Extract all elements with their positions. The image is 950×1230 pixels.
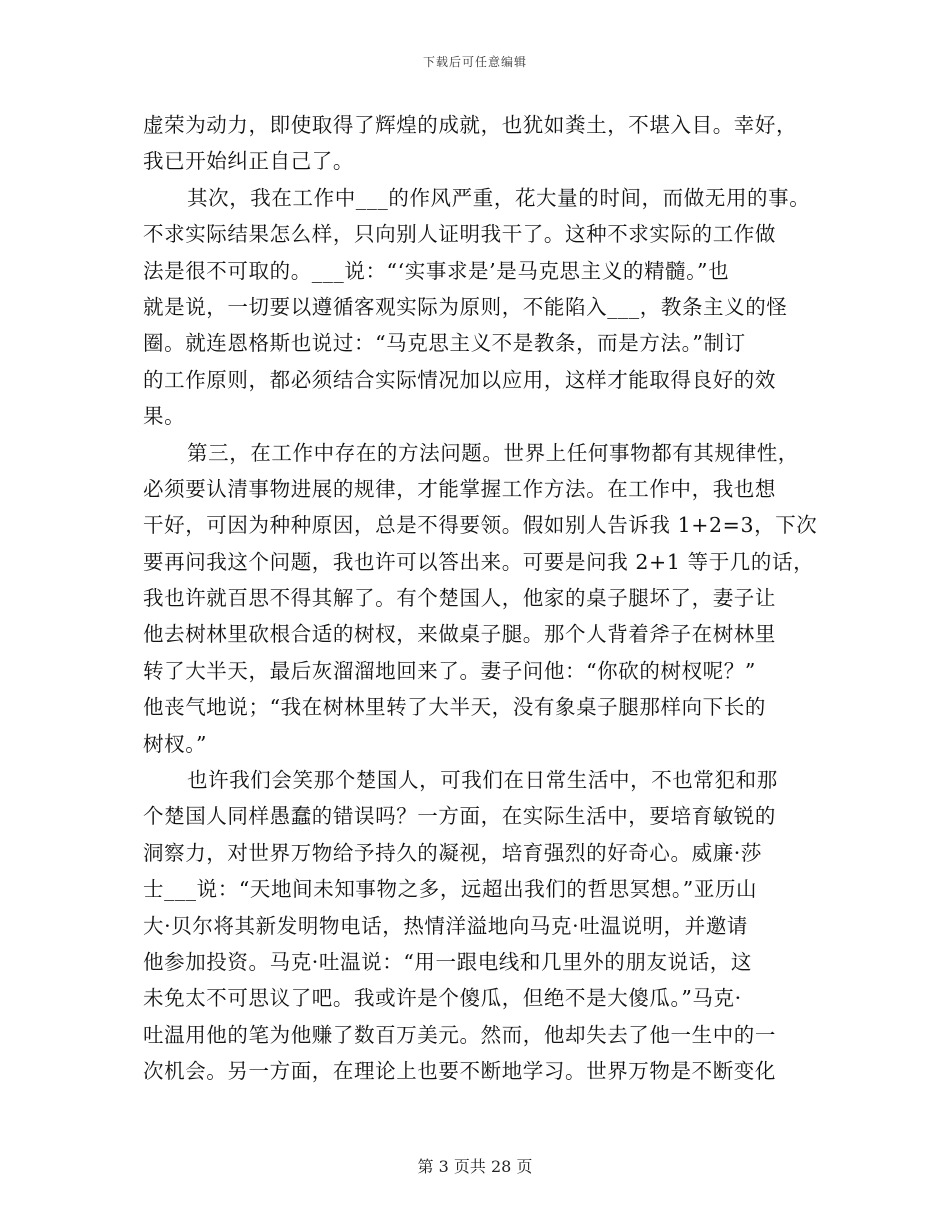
text-line: 就是说，一切要以遵循客观实际为原则，不能陷入___，教条主义的怪 bbox=[143, 294, 788, 319]
text-line: 转了大半天，最后灰溜溜地回来了。妻子问他：“你砍的树杈呢？” bbox=[143, 658, 756, 683]
text-line: 我也许就百思不得其解了。有个楚国人，他家的桌子腿坏了，妻子让 bbox=[143, 586, 776, 611]
document-body bbox=[143, 107, 823, 1090]
text-line: 的工作原则，都必须结合实际情况加以应用，这样才能取得良好的效 bbox=[143, 367, 776, 392]
text-line: 树杈。” bbox=[143, 731, 208, 756]
text-line: 不求实际结果怎么样，只向别人证明我干了。这种不求实际的工作做 bbox=[143, 222, 776, 247]
text-line: 洞察力，对世界万物给予持久的凝视，培育强烈的好奇心。威廉·莎 bbox=[143, 840, 763, 865]
text-line: 必须要认清事物进展的规律，才能掌握工作方法。在工作中，我也想 bbox=[143, 476, 776, 501]
page-number-footer: 第 3 页共 28 页 bbox=[417, 1157, 533, 1176]
text-line: 法是很不可取的。___说：“‘实事求是’是马克思主义的精髓。”也 bbox=[143, 258, 730, 283]
text-line: 他丧气地说；“我在树林里转了大半天，没有象桌子腿那样向下长的 bbox=[143, 695, 766, 720]
text-line: 要再问我这个问题，我也许可以答出来。可要是问我 2+1 等于几的话， bbox=[143, 549, 815, 574]
text-line: 干好，可因为种种原因，总是不得要领。假如别人告诉我 1+2=3，下次 bbox=[143, 513, 818, 538]
text-line: 我已开始纠正自己了。 bbox=[143, 149, 354, 174]
text-line: 他去树林里砍根合适的树杈，来做桌子腿。那个人背着斧子在树林里 bbox=[143, 622, 776, 647]
paragraph-start-line: 第三，在工作中存在的方法问题。世界上任何事物都有其规律性， bbox=[187, 440, 799, 465]
text-line: 未免太不可思议了吧。我或许是个傻瓜，但绝不是大傻瓜。”马克· bbox=[143, 986, 742, 1011]
paragraph-start-line: 也许我们会笑那个楚国人，可我们在日常生活中，不也常犯和那 bbox=[187, 768, 778, 793]
text-line: 他参加投资。马克·吐温说：“用一跟电线和几里外的朋友说话，这 bbox=[143, 949, 752, 974]
text-line: 虚荣为动力，即使取得了辉煌的成就，也犹如粪土，不堪入目。幸好， bbox=[143, 113, 798, 137]
text-line: 士___说：“天地间未知事物之多，远超出我们的哲思冥想。”亚历山 bbox=[143, 877, 758, 902]
text-line: 大·贝尔将其新发明物电话，热情洋溢地向马克·吐温说明，并邀请 bbox=[143, 913, 749, 938]
text-line: 吐温用他的笔为他赚了数百万美元。然而，他却失去了他一生中的一 bbox=[143, 1022, 776, 1047]
page-header-note: 下载后可任意编辑 bbox=[422, 55, 527, 69]
text-line: 个楚国人同样愚蠢的错误吗？一方面，在实际生活中，要培育敏锐的 bbox=[143, 804, 776, 829]
paragraph-start-line: 其次，我在工作中___的作风严重，花大量的时间，而做无用的事。 bbox=[187, 185, 811, 210]
text-line: 果。 bbox=[143, 404, 186, 429]
text-line: 次机会。另一方面，在理论上也要不断地学习。世界万物是不断变化 bbox=[143, 1059, 776, 1084]
text-line: 圈。就连恩格斯也说过：“马克思主义不是教条，而是方法。”制订 bbox=[143, 331, 746, 356]
